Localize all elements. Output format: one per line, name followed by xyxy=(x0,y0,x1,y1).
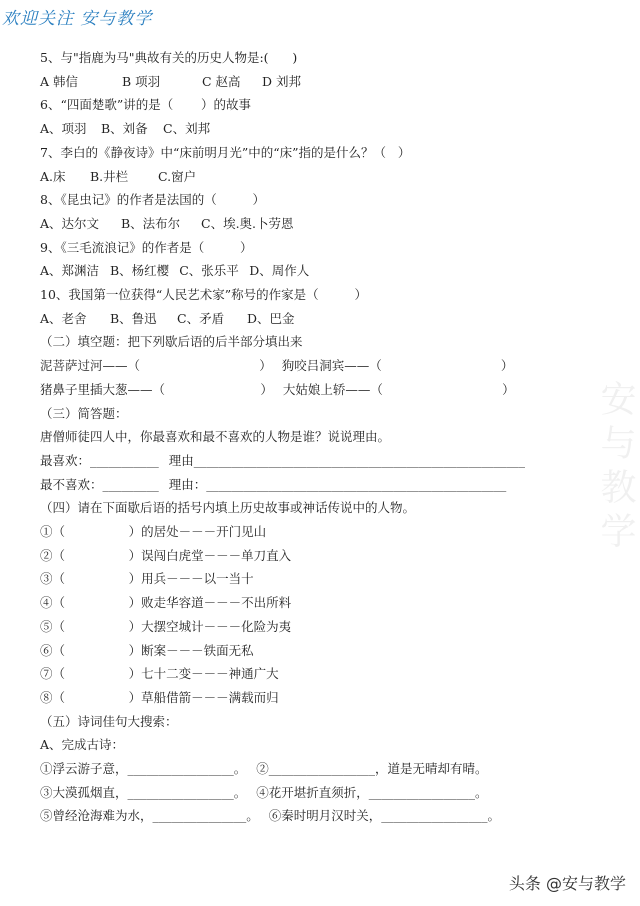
line-13 xyxy=(40,358,523,374)
line-5 xyxy=(40,169,206,185)
line-7 xyxy=(40,216,304,232)
line-18-segment-1: 理由：________________________________________________ xyxy=(168,476,507,492)
line-30-segment-1: ②_________________，道是无晴却有晴。 xyxy=(256,761,488,776)
line-24 xyxy=(40,619,301,635)
line-1 xyxy=(40,74,311,90)
line-26-segment-0: ⑦（ ）七十二变－－－神通广大 xyxy=(40,666,279,682)
line-17-segment-1: 理由_____________________________________________________ xyxy=(168,452,526,468)
line-2 xyxy=(40,97,261,113)
line-29-segment-0: A、完成古诗： xyxy=(40,737,125,753)
line-24-segment-0: ⑤（ ）大摆空城计－－－化险为夷 xyxy=(40,618,292,634)
line-4 xyxy=(40,145,420,161)
line-11-segment-2: C、矛盾 xyxy=(177,310,225,326)
line-11-segment-3: D、巴金 xyxy=(247,310,295,326)
line-22 xyxy=(40,571,264,587)
line-20-segment-0: ①（ ）的居处－－－开门见山 xyxy=(40,524,267,539)
line-27 xyxy=(40,690,289,706)
line-11 xyxy=(40,311,305,327)
line-5-segment-1: B.井栏 xyxy=(90,168,129,184)
line-9 xyxy=(40,263,319,279)
line-26 xyxy=(40,666,289,682)
line-10 xyxy=(40,287,377,303)
line-21-segment-0: ②（ ）误闯白虎堂－－－单刀直入 xyxy=(40,547,292,563)
line-28-segment-0: （五）诗词佳句大搜索： xyxy=(40,713,178,729)
line-25-segment-0: ⑥（ ）断案－－－铁面无私 xyxy=(40,642,254,658)
line-4-segment-0: 7、李白的《静夜诗》中“床前明月光”中的“床”指的是什么？（ ） xyxy=(40,144,411,160)
line-19 xyxy=(40,500,425,516)
header-banner: 欢迎关注 安与教学 xyxy=(2,9,153,29)
line-0-segment-0: 5、与"指鹿为马"典故有关的历史人物是:( ) xyxy=(40,50,298,65)
line-3-segment-2: C、刘邦 xyxy=(163,121,211,137)
line-6 xyxy=(40,192,275,208)
line-7-segment-0: A、达尔文 xyxy=(40,215,100,231)
line-14 xyxy=(40,382,525,398)
line-12 xyxy=(40,334,313,350)
line-1-segment-0: A 韩信 xyxy=(40,73,79,89)
line-27-segment-0: ⑧（ ）草船借箭－－－满载而归 xyxy=(40,689,279,705)
line-23-segment-0: ④（ ）败走华容道－－－不出所料 xyxy=(40,595,292,611)
line-7-segment-1: B、法布尔 xyxy=(121,215,181,231)
line-5-segment-2: C.窗户 xyxy=(158,168,197,184)
line-31-segment-0: ③大漠孤烟直，_________________。 xyxy=(40,784,247,800)
line-0 xyxy=(40,50,307,66)
line-23 xyxy=(40,595,301,611)
line-1-segment-1: B 项羽 xyxy=(122,73,161,89)
line-8-segment-0: 9、《三毛流浪记》的作者是（ ） xyxy=(40,239,253,255)
line-20 xyxy=(40,524,276,540)
line-15-segment-0: （三）简答题： xyxy=(40,405,128,421)
line-5-segment-0: A.床 xyxy=(40,168,66,184)
line-1-segment-3: D 刘邦 xyxy=(262,73,301,89)
line-17 xyxy=(40,453,535,469)
line-22-segment-0: ③（ ）用兵－－－以一当十 xyxy=(40,571,254,587)
line-11-segment-0: A、老舍 xyxy=(40,310,87,326)
line-31 xyxy=(40,785,498,801)
line-18 xyxy=(40,477,516,493)
line-13-segment-0: 泥菩萨过河——（ ） xyxy=(40,358,272,374)
line-3-segment-0: A、项羽 xyxy=(40,121,87,137)
line-3 xyxy=(40,121,220,137)
line-9-segment-0: A、郑渊洁 xyxy=(40,263,100,279)
line-32-segment-1: ⑥秦时明月汉时关，_________________。 xyxy=(268,808,501,824)
line-14-segment-1: 大姑娘上轿——（ ） xyxy=(282,381,515,397)
line-31-segment-1: ④花开堪折直须折，_________________。 xyxy=(256,784,488,800)
line-19-segment-0: （四）请在下面歇后语的括号内填上历史故事或神话传说中的人物。 xyxy=(40,500,416,516)
line-9-segment-1: B、杨红樱 xyxy=(110,263,170,279)
line-7-segment-2: C、埃.奥.卜劳恩 xyxy=(201,215,294,231)
footer-credit: 头条 @安与教学 xyxy=(508,874,626,893)
line-21 xyxy=(40,548,301,564)
line-10-segment-0: 10、我国第一位获得“人民艺术家”称号的作家是（ ） xyxy=(40,287,367,302)
line-29 xyxy=(40,737,134,753)
watermark: 安与教学 xyxy=(595,380,636,556)
line-2-segment-0: 6、“四面楚歌”讲的是（ ）的故事 xyxy=(40,97,252,113)
line-8 xyxy=(40,240,262,256)
line-15 xyxy=(40,406,138,422)
line-11-segment-1: B、鲁迅 xyxy=(110,310,157,326)
line-16 xyxy=(40,429,400,445)
line-12-segment-0: （二）填空题：把下列歇后语的后半部分填出来 xyxy=(40,334,303,350)
line-9-segment-2: C、张乐平 xyxy=(179,263,239,279)
line-14-segment-0: 猪鼻子里插大葱——（ ） xyxy=(40,381,273,397)
line-32 xyxy=(40,808,510,824)
line-30 xyxy=(40,761,498,777)
line-18-segment-0: 最不喜欢：_________ xyxy=(40,476,159,492)
line-28 xyxy=(40,714,188,730)
line-6-segment-0: 8、《昆虫记》的作者是法国的（ ） xyxy=(40,192,265,208)
line-16-segment-0: 唐僧师徒四人中，你最喜欢和最不喜欢的人物是谁？说说理由。 xyxy=(40,429,391,445)
line-30-segment-0: ①浮云游子意，_________________。 xyxy=(40,761,247,776)
line-9-segment-3: D、周作人 xyxy=(249,263,310,279)
line-32-segment-0: ⑤曾经沧海难为水，_______________。 xyxy=(40,808,259,824)
line-17-segment-0: 最喜欢：___________ xyxy=(40,452,159,468)
line-13-segment-1: 狗咬吕洞宾——（ ） xyxy=(281,358,514,374)
line-25 xyxy=(40,643,264,659)
line-1-segment-2: C 赵高 xyxy=(202,73,241,89)
line-3-segment-1: B、刘备 xyxy=(101,121,148,137)
